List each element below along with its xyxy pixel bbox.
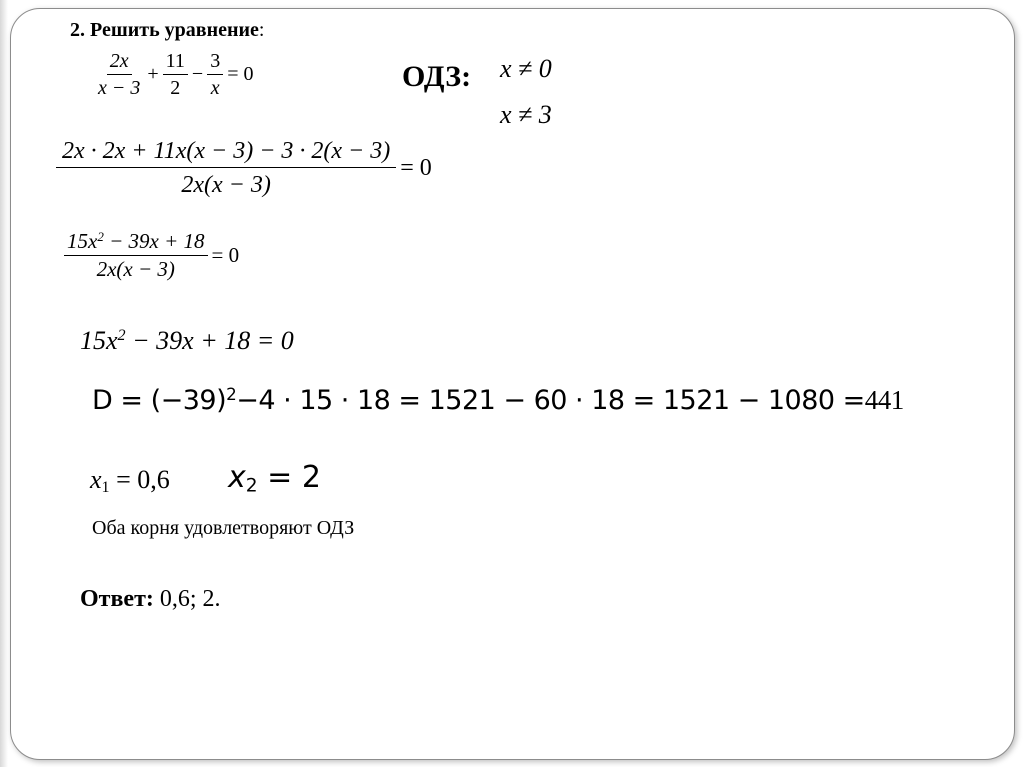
fraction-denominator: 2: [170, 77, 181, 99]
problem-title: [70, 19, 264, 42]
quadratic-term-a: 15x: [80, 326, 118, 355]
root-x1-subscript: 1: [101, 479, 110, 497]
quadratic-exponent: 2: [117, 327, 126, 345]
minus-sign: −: [191, 63, 204, 85]
fraction-numerator: 2x: [107, 50, 132, 75]
fraction-numerator: 3: [207, 50, 223, 75]
root-x1: [90, 465, 170, 495]
original-equation: [95, 50, 257, 99]
discriminant-result: 441: [864, 385, 904, 415]
fraction-2x-over-x-3: [95, 50, 143, 99]
fraction-denominator: 2x(x − 3): [181, 172, 271, 199]
odz-condition-1: x ≠ 0: [500, 54, 552, 83]
problem-title-colon: :: [258, 19, 265, 41]
roots-note: Оба корня удовлетворяют ОДЗ: [92, 517, 355, 539]
plus-sign: +: [147, 63, 159, 85]
odz-condition-2: x ≠ 3: [500, 100, 552, 129]
fraction-numerator: [64, 230, 208, 256]
fraction-numerator: 2x · 2x + 11x(x − 3) − 3 · 2(x − 3): [56, 138, 396, 168]
problem-title-text: 2. Решить уравнение: [70, 19, 259, 41]
root-x2: [228, 460, 321, 495]
equals-zero: = 0: [211, 243, 240, 268]
numerator-term-a: 15x: [67, 229, 98, 253]
simplified-fraction: [64, 230, 208, 281]
combined-fraction: [56, 138, 396, 199]
root-x2-value: = 2: [257, 460, 321, 495]
fraction-denominator: x: [210, 77, 220, 99]
quadratic-term-b: − 39x + 18 = 0: [125, 326, 294, 355]
fraction-3-over-x: [207, 50, 223, 99]
discriminant-line: [92, 385, 904, 416]
discriminant-exponent: 2: [226, 383, 237, 404]
answer-value: 0,6; 2.: [153, 586, 221, 612]
simplified-fraction-equation: [64, 230, 243, 281]
root-x1-variable: x: [90, 465, 102, 494]
fraction-denominator: 2x(x − 3): [96, 257, 175, 282]
fraction-11-over-2: [163, 50, 188, 99]
numerator-exponent: 2: [97, 228, 104, 244]
numerator-term-b: − 39x + 18: [103, 229, 205, 253]
discriminant-prefix: D = (−39): [92, 385, 227, 416]
slide-shadow-edge: [0, 0, 8, 767]
root-x2-variable: x: [228, 460, 246, 495]
root-x1-value: = 0,6: [109, 465, 170, 494]
discriminant-rest: −4 · 15 · 18 = 1521 − 60 · 18 = 1521 − 1080 =: [236, 385, 865, 416]
equals-zero: = 0: [227, 63, 254, 85]
answer-label: Ответ:: [80, 586, 154, 612]
root-x2-subscript: 2: [245, 475, 258, 497]
equals-zero: = 0: [400, 154, 432, 181]
fraction-numerator: 11: [163, 50, 188, 75]
odz-label: ОДЗ:: [402, 60, 472, 93]
common-denominator-equation: [56, 138, 436, 199]
answer-line: [80, 586, 221, 613]
fraction-denominator: x − 3: [98, 77, 141, 99]
quadratic-equation: [80, 326, 294, 356]
